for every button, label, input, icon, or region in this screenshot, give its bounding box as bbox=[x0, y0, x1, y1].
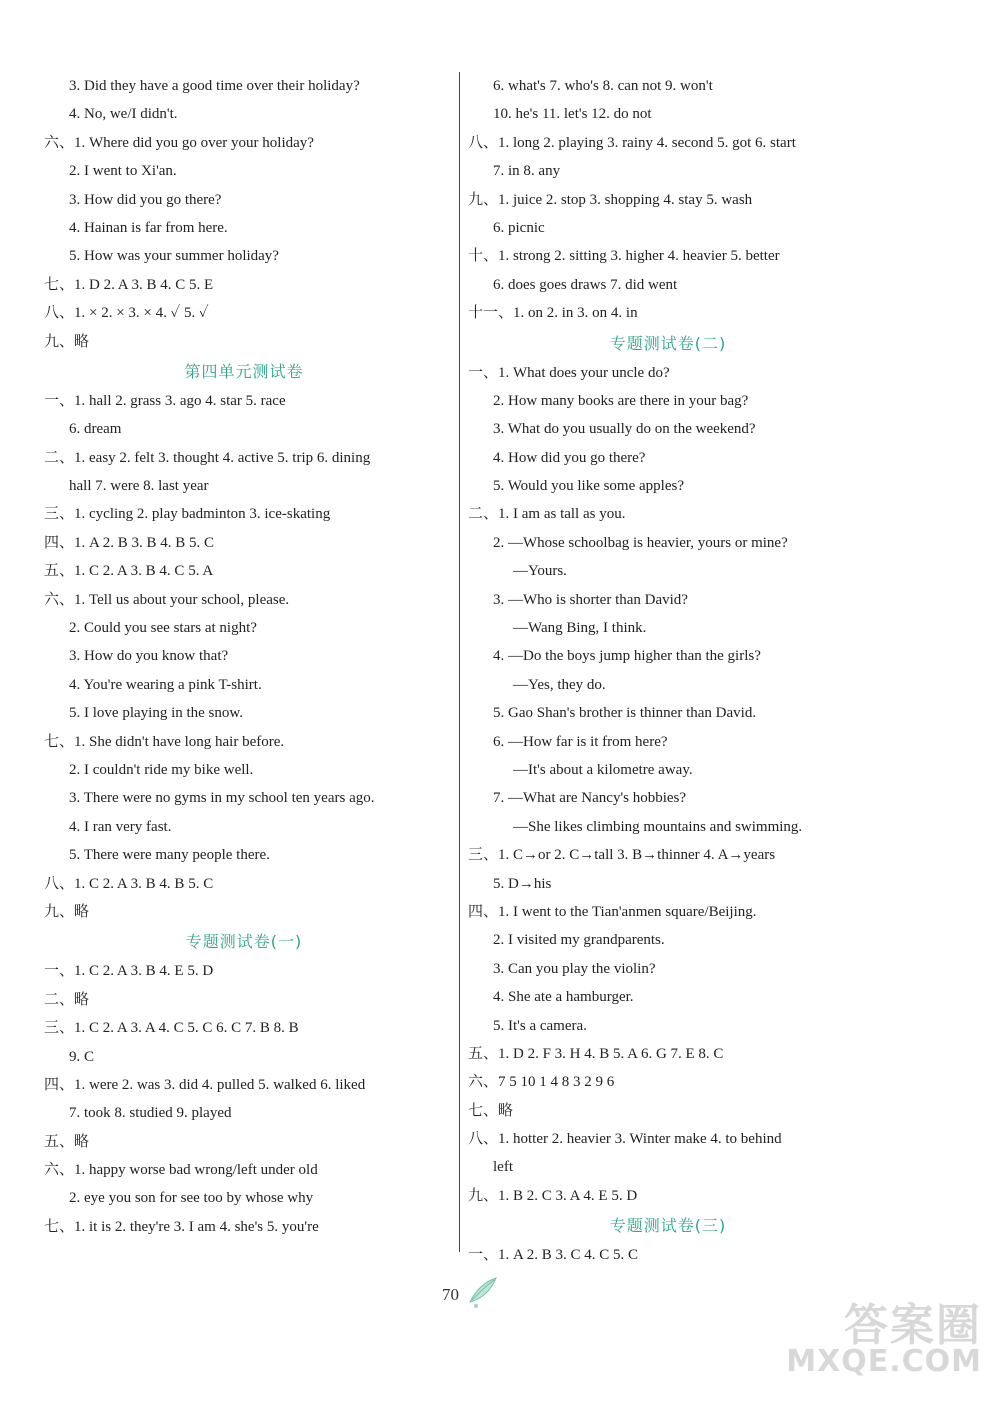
answer-line: 3. Can you play the violin? bbox=[493, 960, 656, 977]
answer-line: 一、1. C 2. A 3. B 4. E 5. D bbox=[44, 963, 214, 980]
answer-line: 四、1. A 2. B 3. B 4. B 5. C bbox=[44, 534, 215, 551]
answer-line: 八、1. × 2. × 3. × 4. ✓ 5. ✓ bbox=[44, 305, 209, 322]
watermark-logo-text: 答案圈 bbox=[844, 1300, 982, 1351]
answer-line: 一、1. A 2. B 3. C 4. C 5. C bbox=[468, 1247, 639, 1264]
answer-line: 2. I visited my grandparents. bbox=[493, 932, 665, 949]
section-title: 专题测试卷(二) bbox=[609, 333, 727, 353]
answer-line: 2. Could you see stars at night? bbox=[69, 620, 257, 637]
answer-line: 九、1. B 2. C 3. A 4. E 5. D bbox=[468, 1187, 638, 1204]
answer-line: 二、1. I am as tall as you. bbox=[468, 506, 626, 523]
answer-line: 六、1. happy worse bad wrong/left under old bbox=[44, 1162, 318, 1179]
section-title: 专题测试卷(三) bbox=[609, 1216, 727, 1236]
answer-line: 七、1. it is 2. they're 3. I am 4. she's 5. you're bbox=[44, 1218, 319, 1235]
answer-line: 6. dream bbox=[69, 421, 122, 438]
answer-line: 2. How many books are there in your bag? bbox=[493, 392, 749, 409]
answer-line: 九、1. juice 2. stop 3. shopping 4. stay 5. wash bbox=[468, 191, 753, 208]
answer-line: 4. How did you go there? bbox=[493, 449, 646, 466]
answer-line: 7. took 8. studied 9. played bbox=[69, 1105, 232, 1122]
answer-line: 3. What do you usually do on the weekend? bbox=[493, 421, 756, 438]
answer-line: 四、1. were 2. was 3. did 4. pulled 5. walked 6. liked bbox=[44, 1076, 366, 1093]
answer-line: 六、7 5 10 1 4 8 3 2 9 6 bbox=[468, 1074, 615, 1091]
answer-line: 4. —Do the boys jump higher than the girls? bbox=[493, 648, 761, 665]
answer-line: 九、略 bbox=[44, 333, 90, 350]
answer-line: 一、1. hall 2. grass 3. ago 4. star 5. race bbox=[44, 392, 286, 409]
answer-line: 3. —Who is shorter than David? bbox=[493, 591, 688, 608]
answer-line: 4. I ran very fast. bbox=[69, 818, 172, 835]
answer-line: 六、1. Tell us about your school, please. bbox=[44, 591, 290, 608]
answer-line: 九、略 bbox=[44, 903, 90, 920]
answer-line: hall 7. were 8. last year bbox=[69, 478, 209, 495]
right-column bbox=[468, 72, 878, 1270]
answer-line: 八、1. hotter 2. heavier 3. Winter make 4. to behind bbox=[468, 1131, 782, 1148]
answer-line: 二、1. easy 2. felt 3. thought 4. active 5. trip 6. dining bbox=[44, 449, 371, 466]
answer-line: 十一、1. on 2. in 3. on 4. in bbox=[468, 305, 638, 322]
answer-line: 三、1. C 2. A 3. A 4. C 5. C 6. C 7. B 8. B bbox=[44, 1020, 299, 1037]
answer-line: 5. It's a camera. bbox=[493, 1017, 587, 1034]
answer-line: 5. D→his bbox=[493, 875, 552, 892]
answer-line: 五、1. C 2. A 3. B 4. C 5. A bbox=[44, 563, 214, 580]
answer-line: —Yes, they do. bbox=[513, 676, 606, 693]
answer-line: 10. he's 11. let's 12. do not bbox=[493, 106, 652, 123]
answer-line: 6. —How far is it from here? bbox=[493, 733, 668, 750]
site-watermark bbox=[786, 1289, 982, 1379]
answer-line: 五、1. D 2. F 3. H 4. B 5. A 6. G 7. E 8. C bbox=[468, 1045, 724, 1062]
answer-line: 5. Gao Shan's brother is thinner than David. bbox=[493, 705, 757, 722]
answer-line: 4. Hainan is far from here. bbox=[69, 219, 228, 236]
answer-line: left bbox=[493, 1159, 513, 1176]
section-title: 第四单元测试卷 bbox=[184, 361, 304, 381]
answer-line: 7. in 8. any bbox=[493, 163, 561, 180]
answer-line: 6. picnic bbox=[493, 219, 545, 236]
answer-line: 三、1. C→or 2. C→tall 3. B→thinner 4. A→years bbox=[468, 847, 776, 864]
answer-line: 6. does goes draws 7. did went bbox=[493, 276, 678, 293]
answer-line: 二、略 bbox=[44, 991, 90, 1008]
answer-line: 八、1. C 2. A 3. B 4. B 5. C bbox=[44, 875, 214, 892]
answer-line: 五、略 bbox=[44, 1133, 90, 1150]
answer-line: 5. How was your summer holiday? bbox=[69, 248, 279, 265]
answer-line: 9. C bbox=[69, 1048, 95, 1065]
answer-line: —Yours. bbox=[513, 563, 567, 580]
answer-line: 3. Did they have a good time over their holiday? bbox=[69, 78, 360, 94]
answer-line: —Wang Bing, I think. bbox=[513, 620, 647, 637]
section-title: 专题测试卷(一) bbox=[185, 932, 303, 952]
answer-line: 十、1. strong 2. sitting 3. higher 4. heavier 5. better bbox=[468, 248, 780, 265]
page-number: 70 bbox=[442, 1285, 459, 1304]
answer-line: 3. How did you go there? bbox=[69, 191, 222, 208]
answer-line: 2. I went to Xi'an. bbox=[69, 163, 177, 180]
column-divider bbox=[459, 72, 460, 1252]
answer-line: 七、1. D 2. A 3. B 4. C 5. E bbox=[44, 276, 214, 293]
answer-line: 3. How do you know that? bbox=[69, 648, 229, 665]
answer-line: 四、1. I went to the Tian'anmen square/Beijing. bbox=[468, 903, 757, 920]
answer-line: 3. There were no gyms in my school ten years ago. bbox=[69, 790, 375, 807]
answer-line: 2. —Whose schoolbag is heavier, yours or mine? bbox=[493, 534, 788, 551]
answer-line: 七、1. She didn't have long hair before. bbox=[44, 733, 285, 750]
left-column bbox=[44, 72, 454, 1241]
answer-line: 5. There were many people there. bbox=[69, 847, 270, 864]
answer-line: 七、略 bbox=[468, 1102, 514, 1119]
answer-line: 六、1. Where did you go over your holiday? bbox=[44, 134, 314, 151]
answer-line: 八、1. long 2. playing 3. rainy 4. second 5. got 6. start bbox=[468, 134, 796, 151]
answer-line: 4. She ate a hamburger. bbox=[493, 989, 634, 1006]
answer-line: —It's about a kilometre away. bbox=[513, 761, 693, 778]
answer-line: 6. what's 7. who's 8. can not 9. won't bbox=[493, 78, 713, 94]
answer-line: 5. I love playing in the snow. bbox=[69, 705, 244, 722]
watermark-url: MXQE.COM bbox=[786, 1344, 982, 1379]
answer-line: 7. —What are Nancy's hobbies? bbox=[493, 790, 687, 807]
answer-line: 4. No, we/I didn't. bbox=[69, 106, 178, 123]
answer-line: 三、1. cycling 2. play badminton 3. ice-skating bbox=[44, 506, 331, 523]
answer-line: 2. eye you son for see too by whose why bbox=[69, 1190, 314, 1207]
leaf-decoration-icon bbox=[466, 1272, 500, 1310]
answer-line: 5. Would you like some apples? bbox=[493, 478, 684, 495]
answer-line: —She likes climbing mountains and swimming. bbox=[513, 818, 803, 835]
answer-line: 4. You're wearing a pink T-shirt. bbox=[69, 676, 262, 693]
answer-line: 2. I couldn't ride my bike well. bbox=[69, 761, 254, 778]
answer-line: 一、1. What does your uncle do? bbox=[468, 364, 670, 381]
